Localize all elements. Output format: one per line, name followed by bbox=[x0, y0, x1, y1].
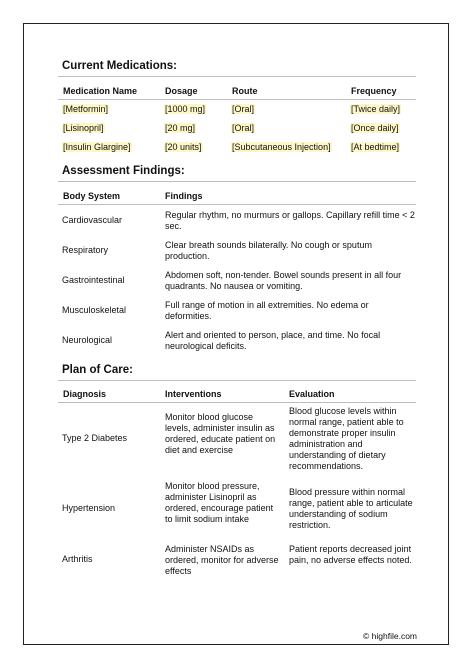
med-header-name: Medication Name bbox=[63, 86, 138, 96]
med-header-frequency: Frequency bbox=[351, 86, 397, 96]
med-header-route: Route bbox=[232, 86, 258, 96]
care-header-rule bbox=[58, 402, 416, 403]
assessment-row-3-system: Gastrointestinal bbox=[62, 275, 125, 285]
med-row-1-name: [Metformin] bbox=[63, 104, 109, 114]
care-row-2-diagnosis: Hypertension bbox=[62, 503, 116, 513]
assessment-row-2-system: Respiratory bbox=[62, 245, 109, 255]
med-row-3-route: [Subcutaneous Injection] bbox=[232, 142, 331, 152]
care-row-1-interventions: Monitor blood glucose levels, administer insulin as ordered, educate patient on diet and exercise bbox=[165, 412, 276, 455]
assessment-row-2-findings: Clear breath sounds bilaterally. No cough or sputum production. bbox=[165, 240, 372, 261]
med-row-3-frequency: [At bedtime] bbox=[351, 142, 400, 152]
assessment-row-3-findings: Abdomen soft, non-tender. Bowel sounds present in all four quadrants. No nausea or vomiting. bbox=[165, 270, 402, 291]
assessment-row-5-system: Neurological bbox=[62, 335, 113, 345]
care-row-1-evaluation: Blood glucose levels within normal range, patient able to demonstrate proper insulin administration and understanding of dietary recommendations. bbox=[289, 406, 404, 471]
footer-copyright: © highfile.com bbox=[363, 631, 417, 641]
care-row-2-evaluation: Blood pressure within normal range, patient able to articulate understanding of sodium restriction. bbox=[289, 487, 413, 530]
med-row-1-route: [Oral] bbox=[232, 104, 255, 114]
assessment-row-1-system: Cardiovascular bbox=[62, 215, 123, 225]
med-row-3-dosage: [20 units] bbox=[165, 142, 202, 152]
med-row-2-dosage: [20 mg] bbox=[165, 123, 196, 133]
med-row-1-frequency: [Twice daily] bbox=[351, 104, 401, 114]
care-plan-title-rule bbox=[58, 380, 416, 381]
assessment-title: Assessment Findings: bbox=[62, 165, 185, 177]
assessment-row-4-system: Musculoskeletal bbox=[62, 305, 127, 315]
assessment-title-rule bbox=[58, 181, 416, 182]
assessment-header-system: Body System bbox=[63, 191, 121, 201]
med-row-2-name: [Lisinopril] bbox=[63, 123, 104, 133]
care-row-2-interventions: Monitor blood pressure, administer Lisinopril as ordered, encourage patient to limit sodium intake bbox=[165, 481, 274, 524]
assessment-header-findings: Findings bbox=[165, 191, 203, 201]
care-header-interventions: Interventions bbox=[165, 389, 222, 399]
assessment-row-1-findings: Regular rhythm, no murmurs or gallops. Capillary refill time < 2 sec. bbox=[165, 210, 415, 231]
med-row-3-name: [Insulin Glargine] bbox=[63, 142, 131, 152]
assessment-row-4-findings: Full range of motion in all extremities. No edema or deformities. bbox=[165, 300, 369, 321]
med-header-rule bbox=[58, 99, 416, 100]
care-row-3-interventions: Administer NSAIDs as ordered, monitor for adverse effects bbox=[165, 544, 279, 576]
medications-title: Current Medications: bbox=[62, 60, 178, 72]
medications-title-rule bbox=[58, 76, 416, 77]
care-row-3-diagnosis: Arthritis bbox=[62, 554, 93, 564]
care-plan-title: Plan of Care: bbox=[62, 364, 133, 376]
assessment-row-5-findings: Alert and oriented to person, place, and time. No focal neurological deficits. bbox=[165, 330, 381, 351]
care-row-1-diagnosis: Type 2 Diabetes bbox=[62, 433, 128, 443]
care-header-diagnosis: Diagnosis bbox=[63, 389, 107, 399]
care-header-evaluation: Evaluation bbox=[289, 389, 335, 399]
med-row-1-dosage: [1000 mg] bbox=[165, 104, 206, 114]
care-row-3-evaluation: Patient reports decreased joint pain, no adverse effects noted. bbox=[289, 544, 412, 565]
med-row-2-frequency: [Once daily] bbox=[351, 123, 399, 133]
med-row-2-route: [Oral] bbox=[232, 123, 255, 133]
med-header-dosage: Dosage bbox=[165, 86, 198, 96]
assessment-header-rule bbox=[58, 204, 416, 205]
